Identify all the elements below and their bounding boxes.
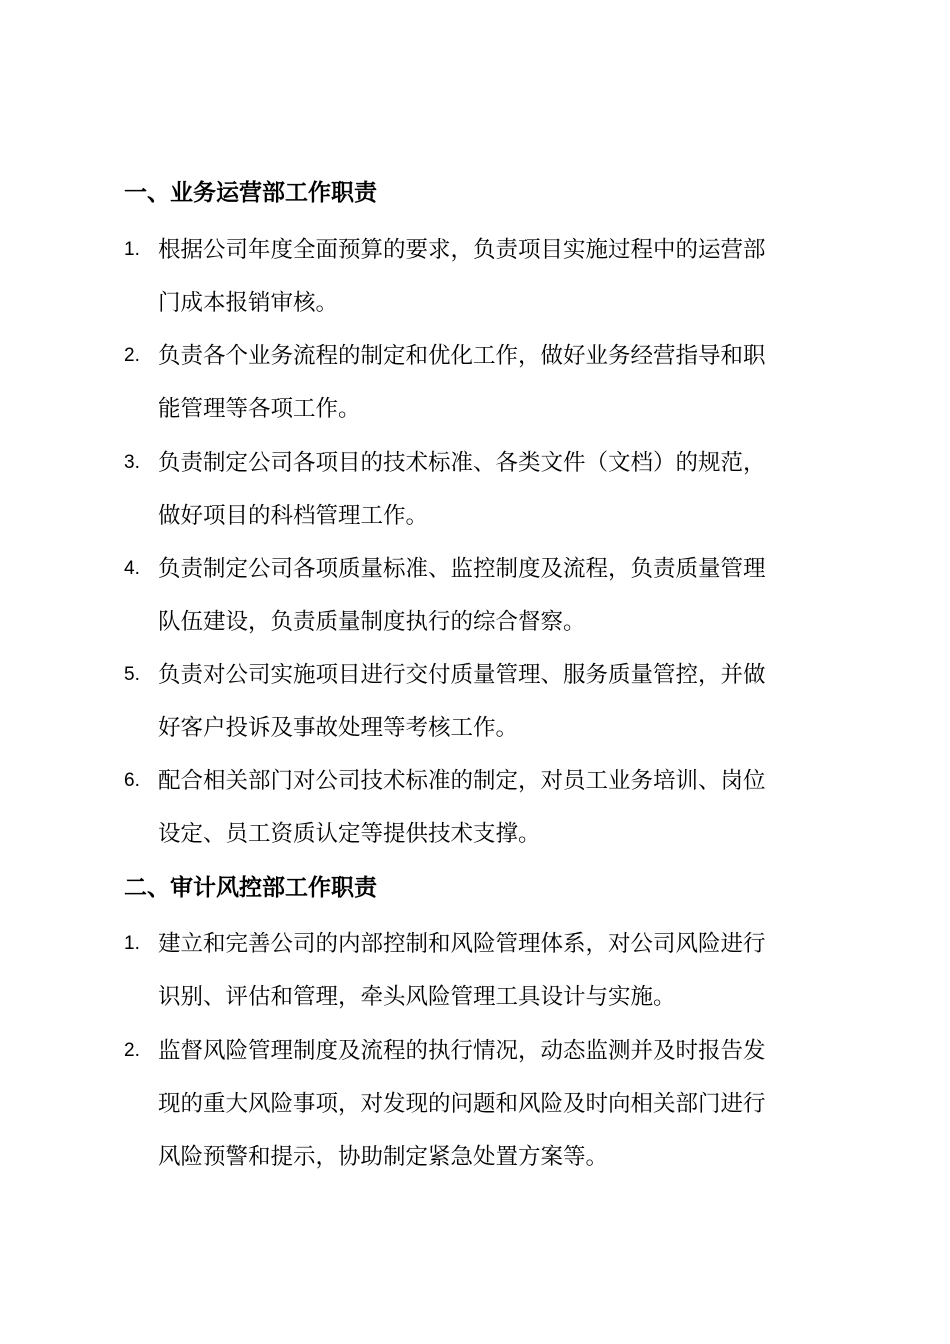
section-heading-operations: 一、业务运营部工作职责 xyxy=(124,180,377,206)
item-number: 6. xyxy=(124,770,140,791)
item-number: 1. xyxy=(124,239,140,260)
item-text-line: 能管理等各项工作。 xyxy=(158,396,361,422)
item-text-line: 负责对公司实施项目进行交付质量管理、服务质量管控，并做 xyxy=(158,662,766,688)
item-text-line: 负责各个业务流程的制定和优化工作，做好业务经营指导和职 xyxy=(158,343,766,369)
item-text-line: 好客户投诉及事故处理等考核工作。 xyxy=(158,715,519,741)
item-number: 3. xyxy=(124,452,140,473)
item-number: 2. xyxy=(124,1040,140,1061)
item-text-line: 建立和完善公司的内部控制和风险管理体系，对公司风险进行 xyxy=(158,931,766,957)
item-number: 1. xyxy=(124,933,140,954)
item-text-line: 根据公司年度全面预算的要求，负责项目实施过程中的运营部 xyxy=(158,237,766,263)
item-text-line: 门成本报销审核。 xyxy=(158,290,339,316)
item-text-line: 队伍建设，负责质量制度执行的综合督察。 xyxy=(158,609,586,635)
item-text-line: 配合相关部门对公司技术标准的制定，对员工业务培训、岗位 xyxy=(158,768,766,794)
item-text-line: 现的重大风险事项，对发现的问题和风险及时向相关部门进行 xyxy=(158,1091,766,1117)
item-number: 4. xyxy=(124,558,140,579)
item-number: 5. xyxy=(124,664,140,685)
item-text-line: 做好项目的科档管理工作。 xyxy=(158,503,429,529)
item-text-line: 负责制定公司各项目的技术标准、各类文件（文档）的规范， xyxy=(158,450,766,476)
item-text-line: 风险预警和提示，协助制定紧急处置方案等。 xyxy=(158,1144,609,1170)
item-text-line: 负责制定公司各项质量标准、监控制度及流程，负责质量管理 xyxy=(158,556,766,582)
section-heading-audit-risk: 二、审计风控部工作职责 xyxy=(124,875,377,901)
item-text-line: 识别、评估和管理，牵头风险管理工具设计与实施。 xyxy=(158,984,676,1010)
item-number: 2. xyxy=(124,345,140,366)
item-text-line: 设定、员工资质认定等提供技术支撑。 xyxy=(158,821,541,847)
item-text-line: 监督风险管理制度及流程的执行情况，动态监测并及时报告发 xyxy=(158,1038,766,1064)
